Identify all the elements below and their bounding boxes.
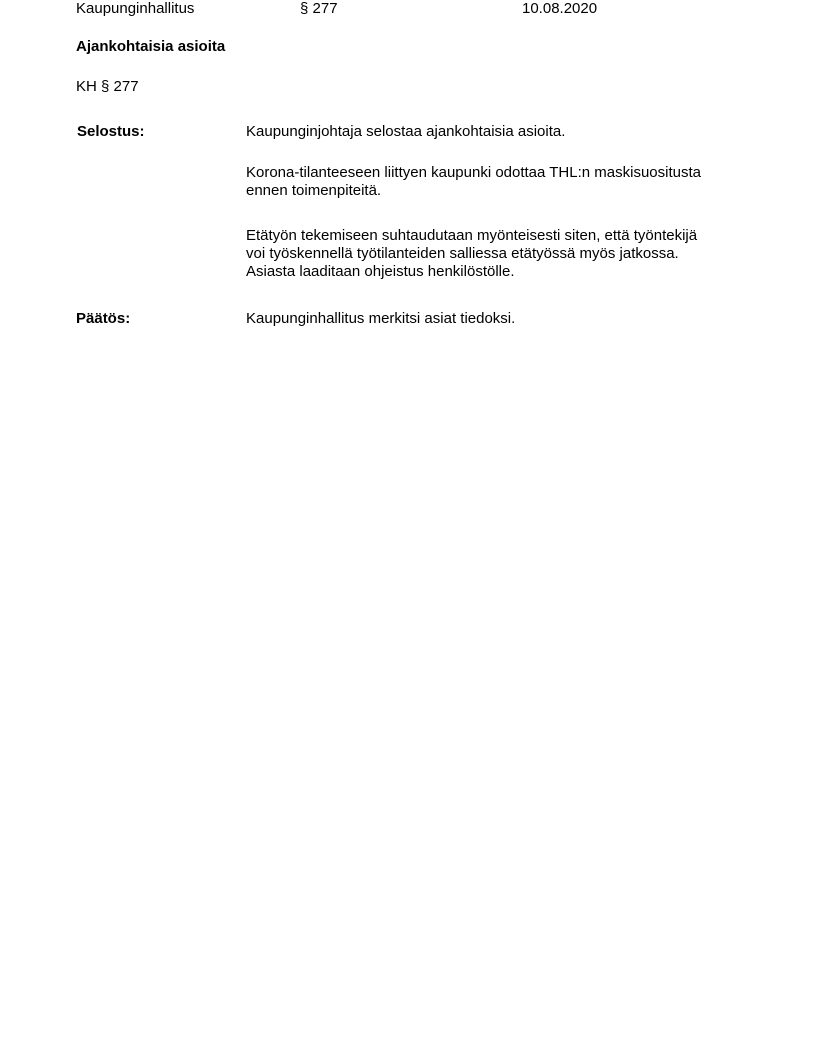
paragraph-line: voi työskennellä työtilanteiden salliessa etätyössä myös jatkossa. <box>246 245 679 262</box>
document-title: Ajankohtaisia asioita <box>76 38 226 55</box>
document-reference: KH § 277 <box>76 78 139 95</box>
document-header <box>0 0 816 20</box>
selostus-label: Selostus: <box>77 123 145 140</box>
paragraph-line: ennen toimenpiteitä. <box>246 182 382 199</box>
paragraph-line: Korona-tilanteeseen liittyen kaupunki odottaa THL:n maskisuositusta <box>246 164 701 181</box>
header-body-name: Kaupunginhallitus <box>76 0 195 17</box>
paatos-label: Päätös: <box>76 310 131 327</box>
paragraph-line: Kaupunginhallitus merkitsi asiat tiedoksi. <box>246 310 516 327</box>
header-section-number: § 277 <box>300 0 338 17</box>
selostus-paragraph-3 <box>246 227 746 281</box>
paatos-paragraph <box>246 310 746 328</box>
selostus-paragraph-1 <box>246 123 746 141</box>
paragraph-line: Asiasta laaditaan ohjeistus henkilöstölle. <box>246 263 515 280</box>
paragraph-line: Etätyön tekemiseen suhtaudutaan myönteisesti siten, että työntekijä <box>246 227 698 244</box>
selostus-paragraph-2 <box>246 164 746 200</box>
header-date: 10.08.2020 <box>522 0 598 17</box>
paragraph-line: Kaupunginjohtaja selostaa ajankohtaisia asioita. <box>246 123 566 140</box>
